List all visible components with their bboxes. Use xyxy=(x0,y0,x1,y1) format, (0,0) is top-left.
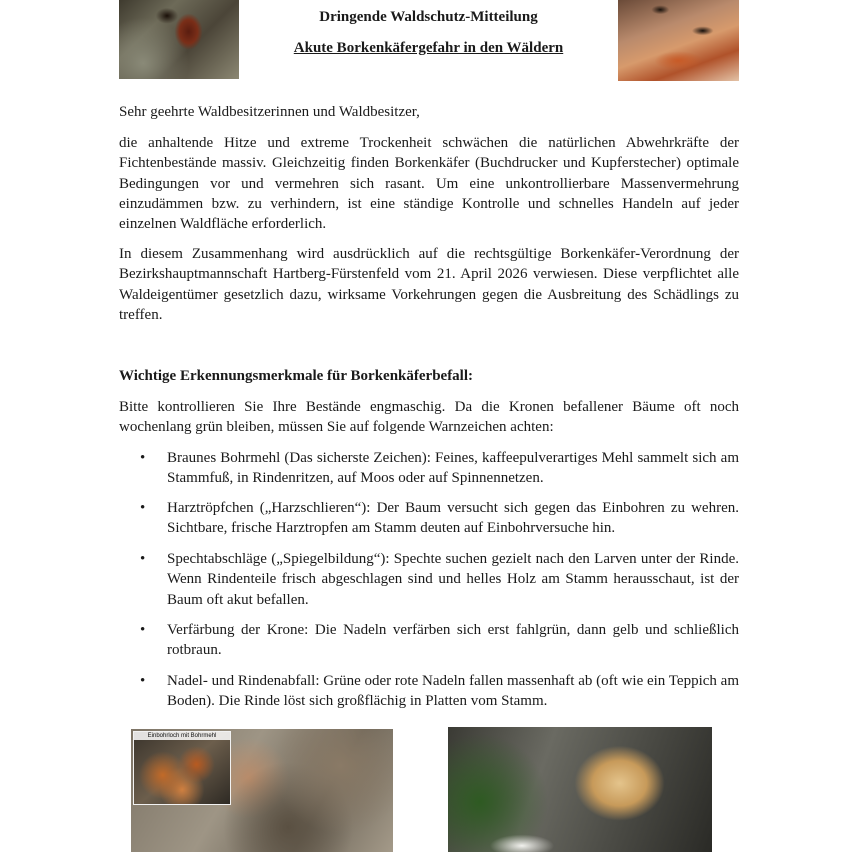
bark-damage-photo xyxy=(618,0,739,81)
inset-caption: Einbohrloch mit Bohrmehl xyxy=(134,732,230,740)
list-item-text: Spechtabschläge („Spiegelbildung“): Spechte suchen gezielt nach den Larven unter der Rinde. Wenn Rindenteile frisch abgeschlagen sind und helles Holz am Stamm herausschaut, ist der Baum oft akut befallen. xyxy=(167,551,739,608)
bark-beetle-photo xyxy=(119,0,239,79)
list-item xyxy=(140,671,739,712)
list-item xyxy=(140,620,739,661)
list-item-text: Harztröpfchen („Harzschlieren“): Der Baum versucht sich gegen das Einbohren zu wehren. Sichtbare, frische Harztropfen am Stamm deuten auf Einbohrversuche hin. xyxy=(167,500,739,537)
list-item-text: Braunes Bohrmehl (Das sicherste Zeichen): Feines, kaffeepulverartiges Mehl sammelt sich am Stammfuß, in Rindenritzen, auf Moos oder auf Spinnennetzen. xyxy=(167,450,739,487)
bullet-icon: • xyxy=(140,500,146,516)
list-item xyxy=(140,498,739,539)
bullet-icon: • xyxy=(140,622,146,638)
bullet-icon: • xyxy=(140,673,146,689)
notice-heading: Dringende Waldschutz-Mitteilung xyxy=(319,9,538,25)
list-item-text: Verfärbung der Krone: Die Nadeln verfärben sich erst fahlgrün, dann gelb und schließlich rotbraun. xyxy=(167,622,739,659)
paragraph-drought-warning: die anhaltende Hitze und extreme Trockenheit schwächen die natürlichen Abwehrkräfte der Fichtenbestände massiv. Gleichzeitig finden Borkenkäfer (Buchdrucker und Kupferstecher) optimale Bedingungen vor und vermehren sich rasant. Um eine unkontrollierbare Massenvermehrung einzudämmen bzw. zu verhindern, ist eine ständige Kontrolle und schnelles Handeln auf jeder einzelnen Waldfläche erforderlich. xyxy=(119,135,739,233)
bullet-icon: • xyxy=(140,450,146,466)
salutation: Sehr geehrte Waldbesitzerinnen und Waldbesitzer, xyxy=(119,104,420,120)
notice-subheading: Akute Borkenkäfergefahr in den Wäldern xyxy=(293,40,564,56)
list-item-text: Nadel- und Rindenabfall: Grüne oder rote Nadeln fallen massenhaft ab (oft wie ein Teppich am Boden). Die Rinde löst sich großflächig in Platten vom Stamm. xyxy=(167,673,739,710)
section-intro: Bitte kontrollieren Sie Ihre Bestände engmaschig. Da die Kronen befallener Bäume oft noch wochenlang grün bleiben, müssen Sie auf folgende Warnzeichen achten: xyxy=(119,399,739,436)
tree-bark-photo xyxy=(131,729,393,852)
bullet-icon: • xyxy=(140,551,146,567)
boring-dust-inset-photo xyxy=(133,731,231,805)
woodpecker-damage-photo xyxy=(448,727,712,852)
list-item xyxy=(140,448,739,489)
list-item xyxy=(140,549,739,610)
section-title: Wichtige Erkennungsmerkmale für Borkenkäferbefall: xyxy=(119,368,474,384)
paragraph-regulation: In diesem Zusammenhang wird ausdrücklich auf die rechtsgültige Borkenkäfer-Verordnung der Bezirkshauptmannschaft Hartberg-Fürstenfeld vom 21. April 2026 verwiesen. Diese verpflichtet alle Waldeigentümer gesetzlich dazu, wirksame Vorkehrungen gegen die Ausbreitung des Schädlings zu treffen. xyxy=(119,246,739,323)
